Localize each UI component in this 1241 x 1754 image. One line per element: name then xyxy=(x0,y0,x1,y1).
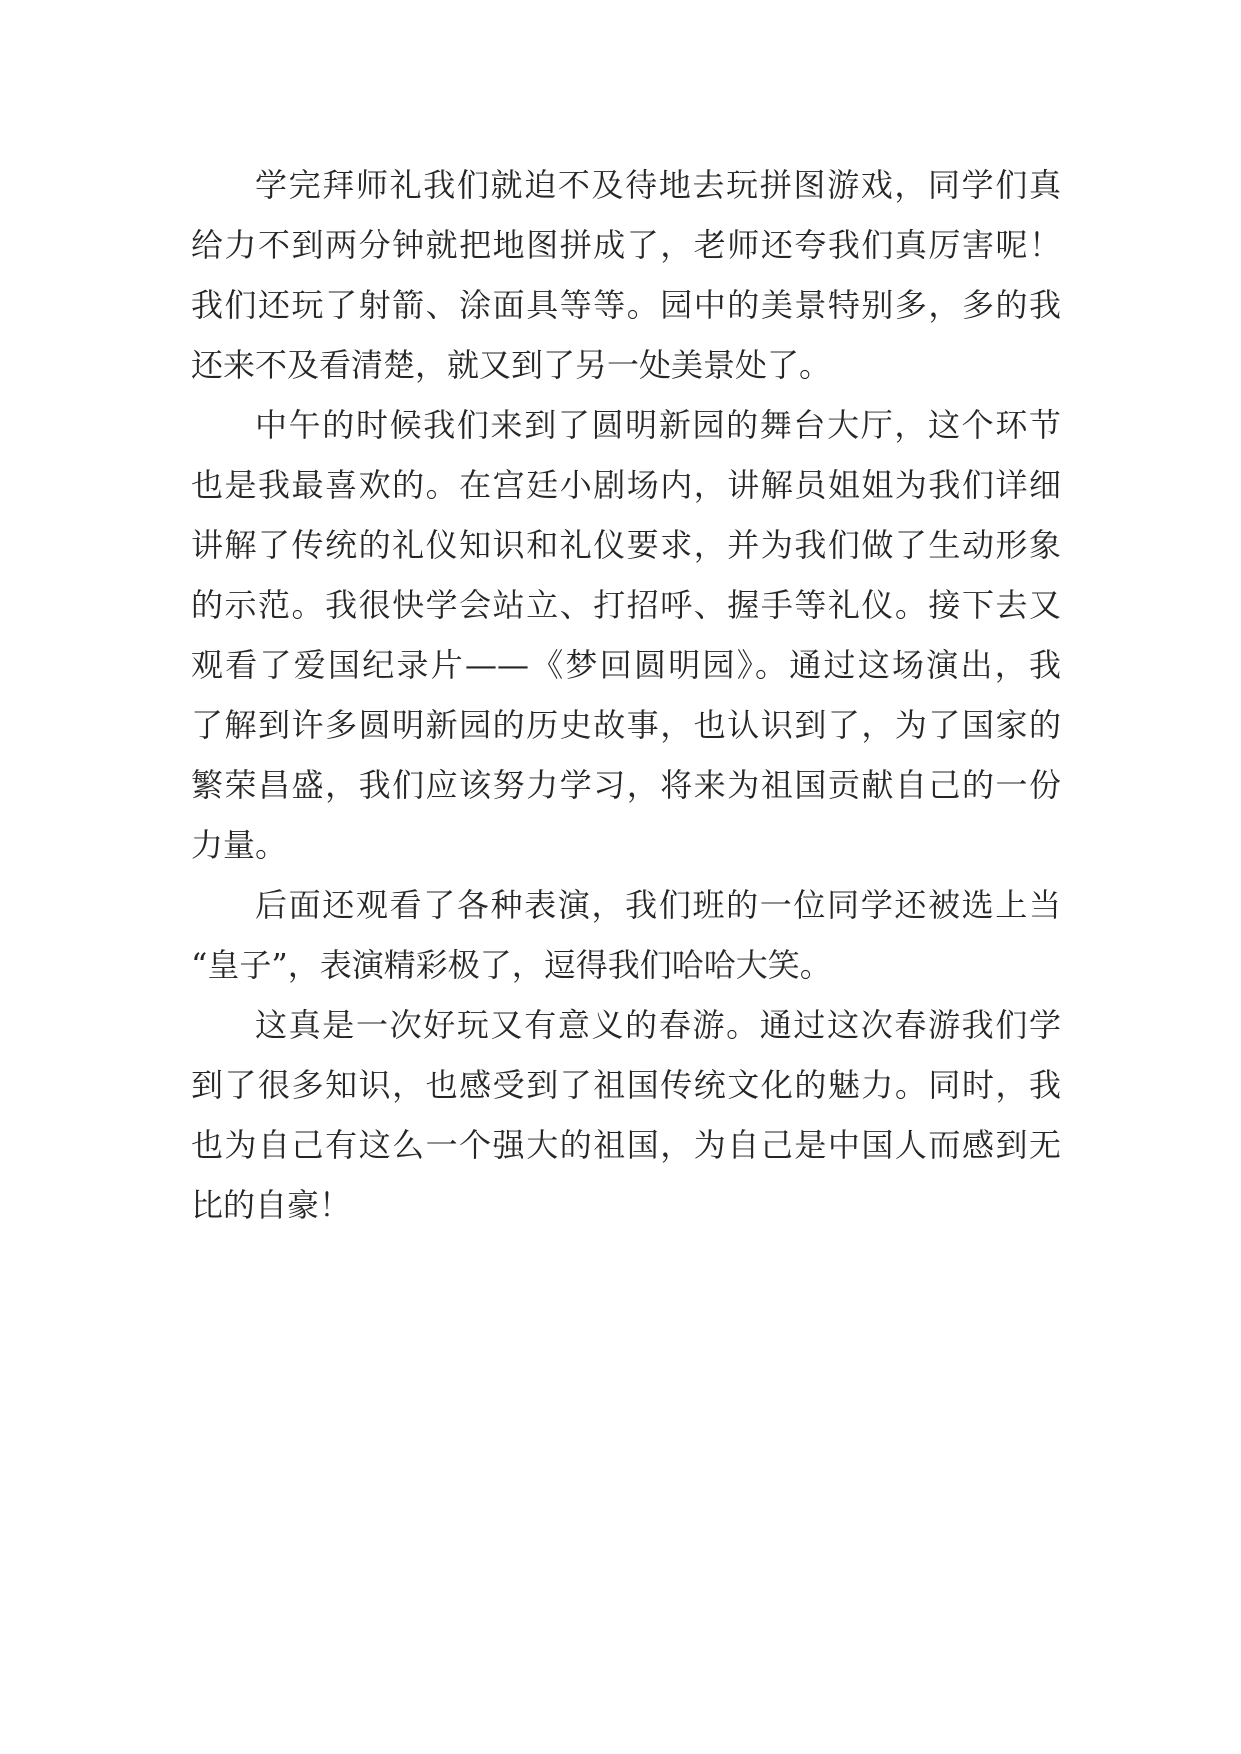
text-line: 讲解了传统的礼仪知识和礼仪要求，并为我们做了生动形象 xyxy=(191,526,1061,564)
paragraph-4 xyxy=(191,995,1061,1235)
document-body xyxy=(191,155,1061,1235)
text-line: 我们还玩了射箭、涂面具等等。园中的美景特别多，多的我 xyxy=(191,286,1061,324)
text-line: 力量。 xyxy=(191,826,288,864)
text-line: 了解到许多圆明新园的历史故事，也认识到了，为了国家的 xyxy=(191,706,1061,744)
text-line: 也为自己有这么一个强大的祖国，为自己是中国人而感到无 xyxy=(191,1126,1061,1164)
text-line: 的示范。我很快学会站立、打招呼、握手等礼仪。接下去又 xyxy=(191,586,1061,624)
text-line: 学完拜师礼我们就迫不及待地去玩拼图游戏，同学们真 xyxy=(255,166,1061,204)
text-line: 比的自豪！ xyxy=(191,1186,352,1224)
text-line: 这真是一次好玩又有意义的春游。通过这次春游我们学 xyxy=(255,1006,1061,1044)
text-line: 中午的时候我们来到了圆明新园的舞台大厅，这个环节 xyxy=(255,406,1061,444)
text-line: 给力不到两分钟就把地图拼成了，老师还夸我们真厉害呢！ xyxy=(191,226,1061,264)
text-line: “皇子”，表演精彩极了，逗得我们哈哈大笑。 xyxy=(191,946,832,984)
text-line: 后面还观看了各种表演，我们班的一位同学还被选上当 xyxy=(255,886,1061,924)
paragraph-2 xyxy=(191,395,1061,875)
text-line: 到了很多知识，也感受到了祖国传统文化的魅力。同时，我 xyxy=(191,1066,1061,1104)
text-line: 也是我最喜欢的。在宫廷小剧场内，讲解员姐姐为我们详细 xyxy=(191,466,1061,504)
text-line: 观看了爱国纪录片——《梦回圆明园》。通过这场演出，我 xyxy=(191,646,1061,684)
text-line: 还来不及看清楚，就又到了另一处美景处了。 xyxy=(191,346,832,384)
paragraph-1 xyxy=(191,155,1061,395)
text-line: 繁荣昌盛，我们应该努力学习，将来为祖国贡献自己的一份 xyxy=(191,766,1061,804)
paragraph-3 xyxy=(191,875,1061,995)
